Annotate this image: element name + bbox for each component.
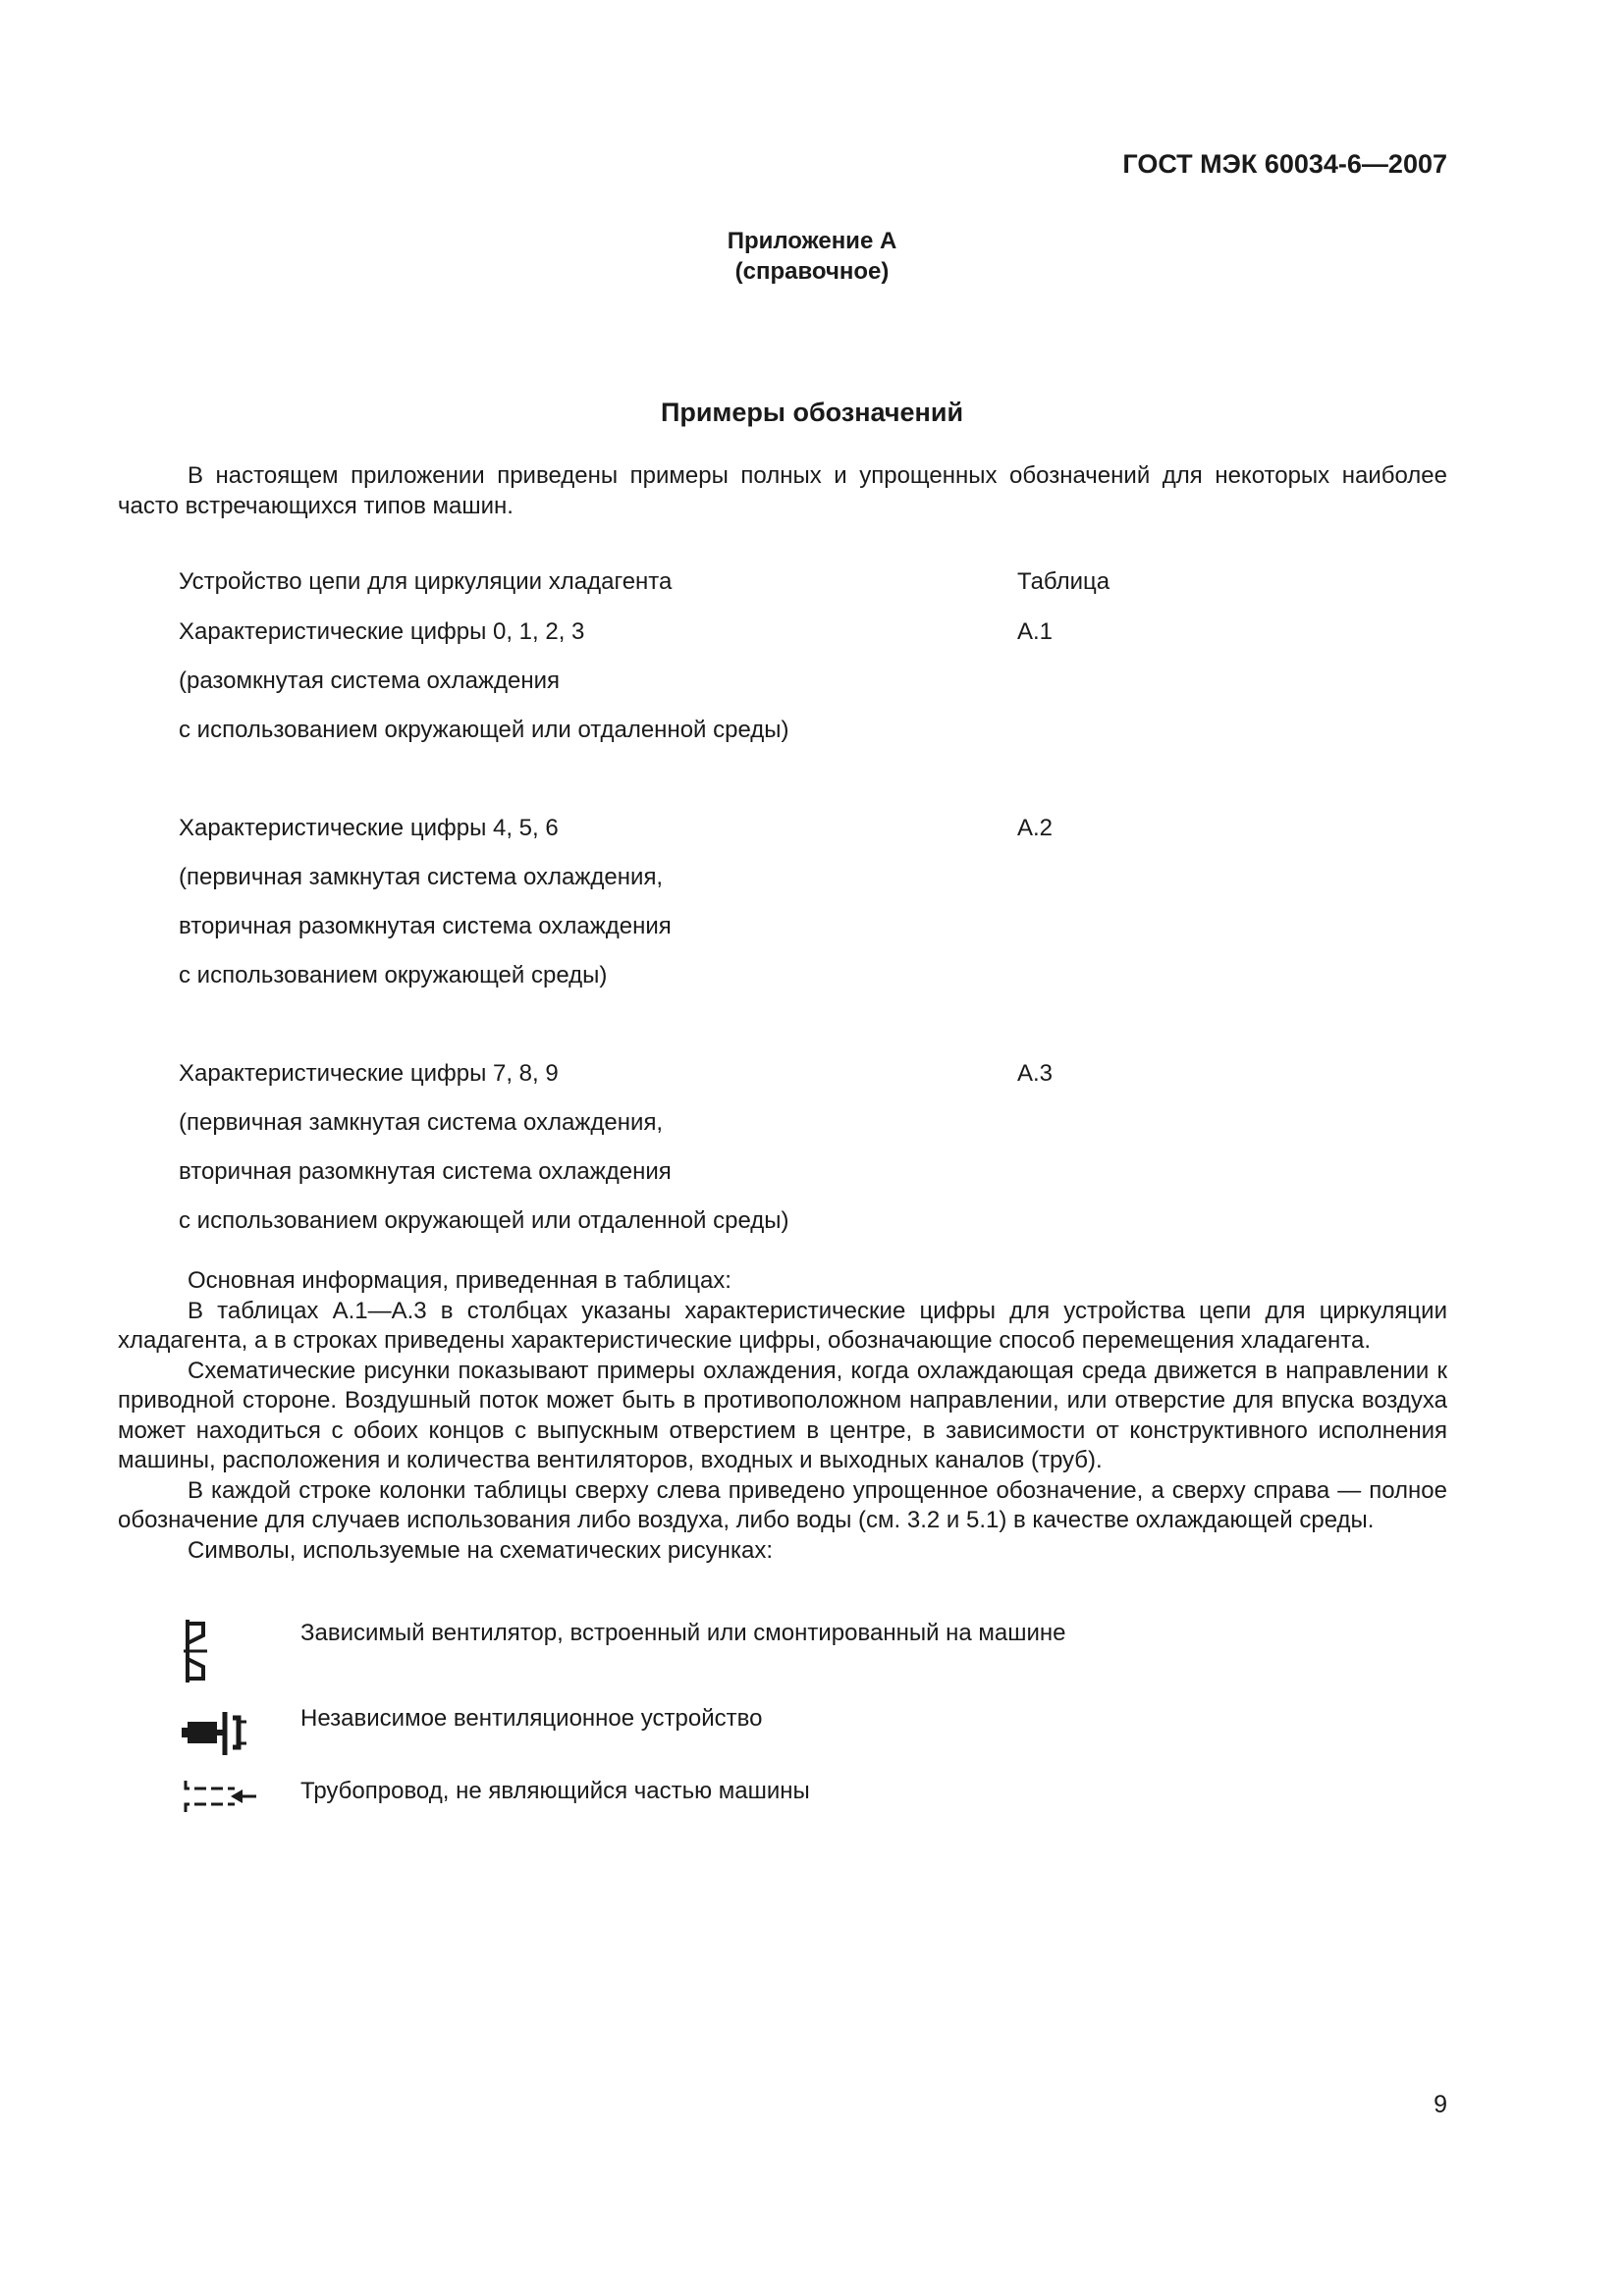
list-header-right: Таблица xyxy=(1017,568,1110,595)
info-paragraph: Символы, используемые на схематических рисунках: xyxy=(188,1536,773,1564)
list-line: (разомкнутая система охлаждения xyxy=(179,667,560,694)
list-line: с использованием окружающей или отдаленной среды) xyxy=(179,717,789,743)
annex-note: (справочное) xyxy=(734,258,890,285)
list-line: с использованием окружающей среды) xyxy=(179,962,608,988)
list-line: вторичная разомкнутая система охлаждения xyxy=(179,913,672,939)
table-ref: А.2 xyxy=(1017,815,1054,841)
intro-text: В настоящем приложении приведены примеры полных и упрощенных обозначений для некоторых наиболее часто встречающихся типов машин. xyxy=(118,462,1447,519)
table-ref: А.1 xyxy=(1017,618,1054,645)
list-line: Характеристические цифры 4, 5, 6 xyxy=(179,815,559,841)
list-line: (первичная замкнутая система охлаждения, xyxy=(179,1109,664,1136)
independent-ventilation-icon xyxy=(182,1708,252,1766)
symbol-label: Независимое вентиляционное устройство xyxy=(300,1705,763,1732)
symbol-label: Зависимый вентилятор, встроенный или смонтированный на машине xyxy=(300,1620,1066,1646)
pipeline-icon xyxy=(182,1779,260,1821)
list-header-left: Устройство цепи для циркуляции хладагента xyxy=(179,568,673,595)
symbol-label: Трубопровод, не являющийся частью машины xyxy=(300,1778,810,1804)
list-line: Характеристические цифры 0, 1, 2, 3 xyxy=(179,618,585,645)
document-id: ГОСТ МЭК 60034-6—2007 xyxy=(1122,149,1447,179)
intro-paragraph xyxy=(118,461,1447,521)
list-line: (первичная замкнутая система охлаждения, xyxy=(179,864,664,890)
info-paragraph: В каждой строке колонки таблицы сверху слева приведено упрощенное обозначение, а сверху справа — полное обозначение для случаев использования либо воздуха, либо воды (см. 3.2 и 5.1) в качестве охлаждающей среды. xyxy=(118,1476,1447,1533)
list-line: вторичная разомкнутая система охлаждения xyxy=(179,1158,672,1185)
table-ref: А.3 xyxy=(1017,1060,1054,1087)
annex-title xyxy=(0,226,1624,287)
dependent-fan-icon xyxy=(182,1618,211,1691)
info-paragraph: Схематические рисунки показывают примеры охлаждения, когда охлаждающая среда движется в направлении к приводной стороне. Воздушный поток может быть в противоположном направлении, или отверстие для впуска воздуха может находиться с обоих концов с выпускным отверстием в центре, в зависимости от конструктивного исполнения машины, расположения и количества вентиляторов, входных и выходных каналов (труб). xyxy=(118,1357,1447,1473)
info-paragraph: Основная информация, приведенная в таблицах: xyxy=(188,1267,731,1294)
list-line: с использованием окружающей или отдаленной среды) xyxy=(179,1207,789,1234)
list-line: Характеристические цифры 7, 8, 9 xyxy=(179,1060,559,1087)
section-heading: Примеры обозначений xyxy=(660,398,964,427)
info-paragraph: В таблицах А.1—А.3 в столбцах указаны характеристические цифры для устройства цепи для циркуляции хладагента, а в строках приведены характеристические цифры, обозначающие способ перемещения хладагента. xyxy=(118,1297,1447,1354)
info-paragraphs xyxy=(118,1266,1447,1566)
page-number: 9 xyxy=(1434,2091,1447,2118)
annex-label: Приложение А xyxy=(727,228,897,254)
